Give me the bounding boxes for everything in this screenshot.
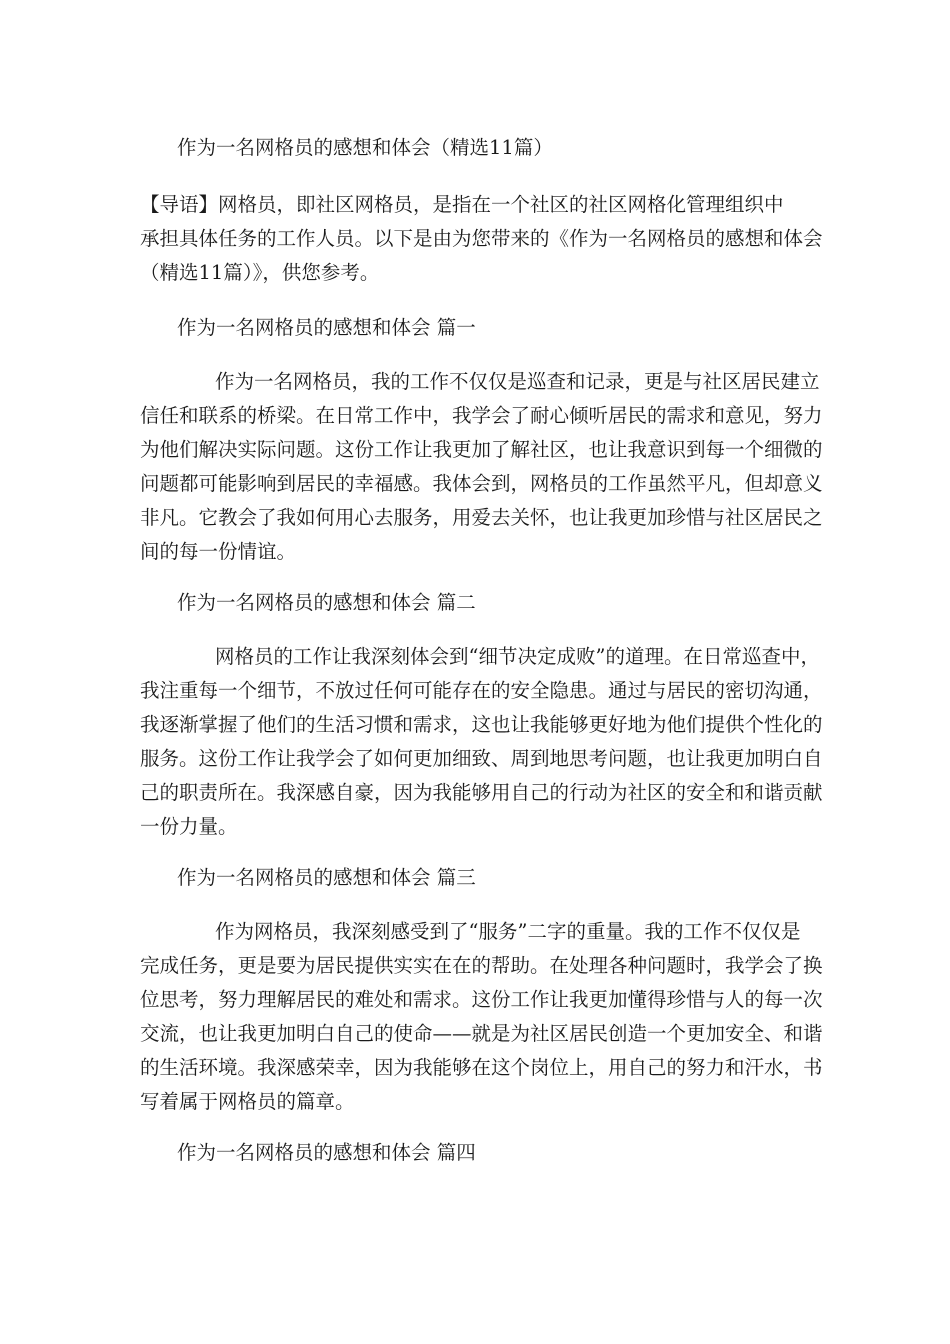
paragraph-line: 间的每一份情谊。 bbox=[140, 540, 297, 563]
paragraph-line: 己的职责所在。我深感自豪，因为我能够用自己的行动为社区的安全和和谐贡献 bbox=[140, 781, 823, 804]
intro-line: （精选11篇）》，供您参考。 bbox=[140, 261, 380, 284]
paragraph-line: 服务。这份工作让我学会了如何更加细致、周到地思考问题，也让我更加明白自 bbox=[140, 747, 823, 770]
paragraph-line: 我逐渐掌握了他们的生活习惯和需求，这也让我能够更好地为他们提供个性化的 bbox=[140, 713, 823, 736]
paragraph-line: 信任和联系的桥梁。在日常工作中，我学会了耐心倾听居民的需求和意见，努力 bbox=[140, 404, 823, 427]
paragraph-line: 问题都可能影响到居民的幸福感。我体会到，网格员的工作虽然平凡，但却意义 bbox=[140, 472, 823, 495]
intro-line: 承担具体任务的工作人员。以下是由为您带来的《作为一名网格员的感想和体会 bbox=[140, 227, 823, 250]
paragraph-line: 写着属于网格员的篇章。 bbox=[140, 1090, 355, 1113]
intro-line: 【导语】网格员，即社区网格员，是指在一个社区的社区网格化管理组织中 bbox=[140, 193, 784, 216]
paragraph-line: 我注重每一个细节，不放过任何可能存在的安全隐患。通过与居民的密切沟通， bbox=[140, 679, 823, 702]
paragraph-line: 位思考，努力理解居民的难处和需求。这份工作让我更加懂得珍惜与人的每一次 bbox=[140, 988, 823, 1011]
paragraph-line: 非凡。它教会了我如何用心去服务，用爱去关怀，也让我更加珍惜与社区居民之 bbox=[140, 506, 823, 529]
paragraph-line: 交流，也让我更加明白自己的使命——就是为社区居民创造一个更加安全、和谐 bbox=[140, 1022, 823, 1045]
paragraph-line: 作为网格员，我深刻感受到了“服务”二字的重量。我的工作不仅仅是 bbox=[215, 920, 801, 943]
section-heading: 作为一名网格员的感想和体会 篇四 bbox=[177, 1141, 476, 1164]
paragraph-line: 完成任务，更是要为居民提供实实在在的帮助。在处理各种问题时，我学会了换 bbox=[140, 954, 823, 977]
paragraph-line: 作为一名网格员，我的工作不仅仅是巡查和记录，更是与社区居民建立 bbox=[215, 370, 820, 393]
document-title: 作为一名网格员的感想和体会（精选11篇） bbox=[177, 136, 553, 159]
paragraph-line: 的生活环境。我深感荣幸，因为我能够在这个岗位上，用自己的努力和汗水，书 bbox=[140, 1056, 823, 1079]
paragraph-line: 网格员的工作让我深刻体会到“细节决定成败”的道理。在日常巡查中， bbox=[215, 645, 820, 668]
section-heading: 作为一名网格员的感想和体会 篇二 bbox=[177, 591, 476, 614]
section-heading: 作为一名网格员的感想和体会 篇一 bbox=[177, 316, 476, 339]
paragraph-line: 一份力量。 bbox=[140, 815, 238, 838]
section-heading: 作为一名网格员的感想和体会 篇三 bbox=[177, 866, 476, 889]
paragraph-line: 为他们解决实际问题。这份工作让我更加了解社区，也让我意识到每一个细微的 bbox=[140, 438, 823, 461]
